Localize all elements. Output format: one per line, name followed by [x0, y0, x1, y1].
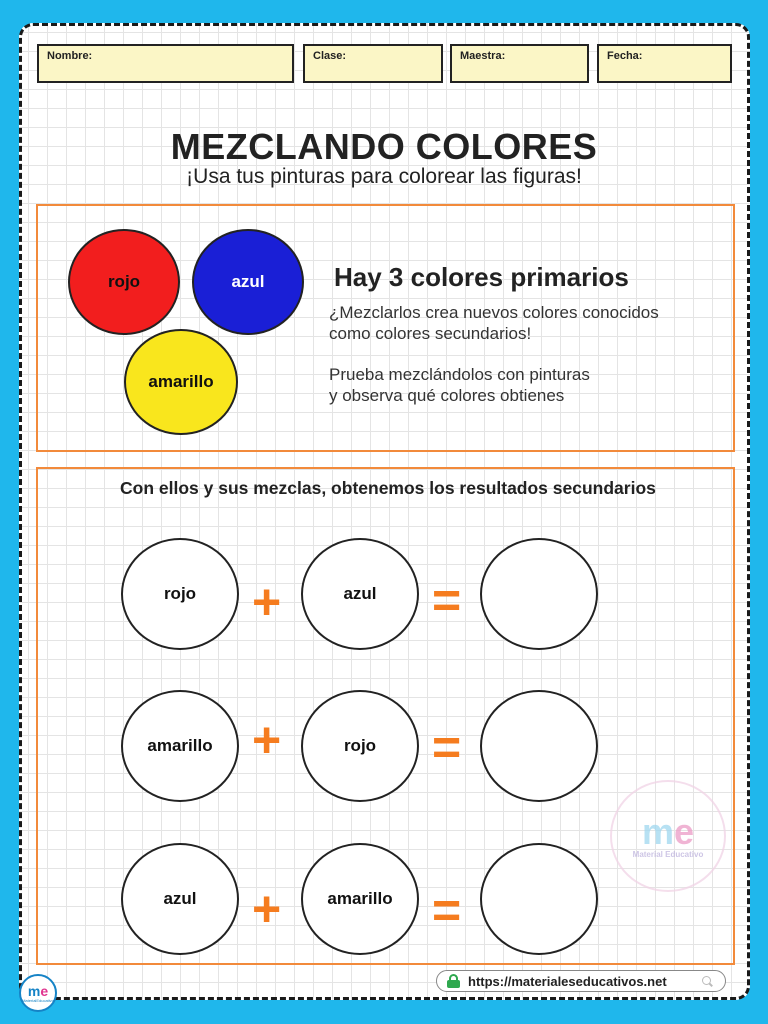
result-circle[interactable] [480, 538, 598, 650]
plus-sign: + [252, 574, 282, 630]
maestra-label: Maestra: [460, 50, 506, 62]
plus-sign: + [252, 712, 282, 768]
site-logo[interactable] [19, 974, 57, 1012]
primary-label: azul [231, 272, 265, 291]
mix-label: amarillo [327, 889, 393, 908]
url-text[interactable]: https://materialeseducativos.net [468, 973, 667, 989]
mixing-heading: Con ellos y sus mezclas, obtenemos los resultados secundarios [120, 478, 656, 498]
wm-letter-e: e [673, 810, 695, 852]
clase-field[interactable] [303, 44, 443, 83]
equals-sign: = [432, 719, 462, 775]
result-circle[interactable] [480, 690, 598, 802]
logo-sub: MaterialEducativo [22, 997, 54, 1003]
nombre-field[interactable] [37, 44, 294, 83]
mix-label: azul [343, 584, 377, 603]
info-line: ¿Mezclarlos crea nuevos colores conocidos [329, 303, 659, 322]
logo-letter-e: e [40, 982, 49, 999]
primary-circle-blue[interactable] [192, 229, 304, 335]
equals-sign: = [432, 882, 462, 938]
page-title: MEZCLANDO COLORES [170, 126, 598, 167]
equals-sign: = [432, 572, 462, 628]
mix-label: amarillo [147, 736, 213, 755]
wm-letter-m: m [641, 810, 674, 852]
mix-input-circle[interactable] [301, 690, 419, 802]
primary-label: rojo [107, 272, 141, 291]
watermark-logo [610, 780, 726, 892]
info-line: y observa qué colores obtienes [329, 386, 565, 405]
result-circle[interactable] [480, 843, 598, 955]
logo-letter-m: m [27, 982, 41, 999]
info-line: como colores secundarios! [329, 324, 532, 343]
fecha-field[interactable] [597, 44, 732, 83]
fecha-label: Fecha: [607, 50, 643, 62]
mix-input-circle[interactable] [121, 843, 239, 955]
primary-circle-red[interactable] [68, 229, 180, 335]
mix-label: rojo [163, 584, 197, 603]
primary-circle-yellow[interactable] [124, 329, 238, 435]
mix-label: azul [163, 889, 197, 908]
mix-input-circle[interactable] [121, 690, 239, 802]
lock-icon [447, 974, 460, 988]
plus-sign: + [252, 881, 282, 937]
page-subtitle: ¡Usa tus pinturas para colorear las figuras! [186, 165, 582, 188]
primary-label: amarillo [148, 372, 214, 391]
mix-input-circle[interactable] [301, 843, 419, 955]
search-icon[interactable] [702, 976, 713, 987]
mix-input-circle[interactable] [121, 538, 239, 650]
clase-label: Clase: [313, 50, 347, 62]
mix-input-circle[interactable] [301, 538, 419, 650]
mix-label: rojo [343, 736, 377, 755]
info-heading: Hay 3 colores primarios [334, 262, 629, 292]
info-line: Prueba mezclándolos con pinturas [329, 365, 590, 384]
wm-sub: Material Educativo [632, 849, 704, 859]
maestra-field[interactable] [450, 44, 589, 83]
nombre-label: Nombre: [47, 50, 93, 62]
url-bar[interactable] [436, 970, 726, 992]
